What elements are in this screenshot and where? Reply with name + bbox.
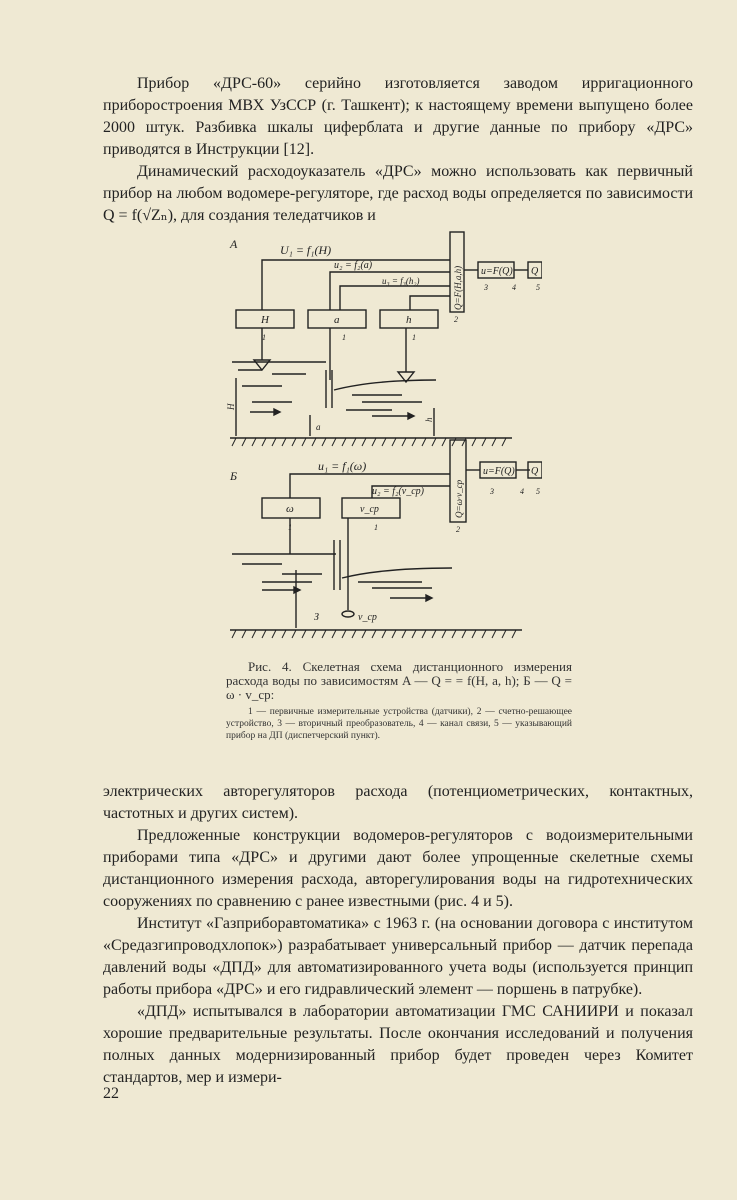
label-1: 1 [412,333,416,342]
sensor-v-label: v_cp [360,504,379,515]
figure-caption [226,660,572,742]
paragraph: Прибор «ДРС-60» серийно изготовляется заводом ирригационного приборостроения МВХ УзССР (г. Ташкент); к настоящему времени выпущено более 2000 штук. Разбивка шкалы циферблата и другие данные по прибору «ДРС» приводятся в Инструкции [12]. [103,75,693,158]
label-5: 5 [536,283,540,292]
label-2: 2 [456,525,460,534]
signal-2-label: u₂ = f₂(a) [334,260,373,271]
label-4: 4 [520,487,524,496]
label-1: 1 [288,523,292,532]
label-1: 1 [374,523,378,532]
indicator-label-b: Q [531,466,539,477]
paragraph: Динамический расходоуказатель «ДРС» можно использовать как первичный прибор на любом водомере-регуляторе, где расход воды определяется по зависимости Q = f(√Zₙ), для создания теледатчиков и [103,163,693,224]
bottom-text-block [103,781,693,1089]
caption-main: Рис. 4. Скелетная схема дистанционного измерения расхода воды по зависимостям A — Q = = f(H, a, h); Б — Q = ω · v_ср: [226,659,572,702]
label-1: 1 [342,333,346,342]
signal-1-label: U₁ = f₁(H) [280,243,332,257]
paragraph: электрических авторегуляторов расхода (потенциометрических, контактных, частотных и других систем). [103,783,693,822]
label-4: 4 [512,283,516,292]
label-3: 3 [484,283,488,292]
depth-h-label: h [424,417,434,422]
paragraph: Институт «Газприборавтоматика» с 1963 г. (на основании договора с институтом «Средазгипроводхлопок») разрабатывает универсальный прибор — датчик перепада давлений воды «ДПД» для автоматизированного учета воды (используется принцип работы прибора «ДРС» и его гидравлический элемент — поршень в патрубке). [103,915,693,998]
label-5: 5 [536,487,540,496]
sensor-a-label: a [334,314,340,326]
panel-a-letter: А [230,237,238,251]
solver-label-a: Q=F(H,a,h) [453,265,463,310]
label-1: 1 [262,333,266,342]
panel-b-letter: Б [230,469,238,483]
figure-4-diagram [222,230,542,660]
label-3: 3 [490,487,494,496]
gate-a-label: a [316,422,321,432]
converter-label-b: u=F(Q) [483,466,515,477]
paragraph: Предложенные конструкции водомеров-регуляторов с водоизмерительными приборами типа «ДРС» и другими дают более упрощенные скелетные схемы дистанционного измерения расхода, авторегулирования воды на гидротехнических сооружениях по сравнению с ранее известными (рис. 4 и 5). [103,827,693,910]
label-2: 2 [454,315,458,324]
solver-label-b: Q=ω·v_cp [454,479,464,518]
sensor-h-label: h [406,314,412,326]
signal-1-label: u₁ = f₁(ω) [318,459,367,473]
indicator-label-a: Q [531,266,539,277]
signal-3-label: u₃ = f₃(h₂) [382,276,420,286]
sensor-omega-label: ω [286,503,294,515]
signal-2-label: u₂ = f₂(v_cp) [372,486,425,497]
caption-legend: 1 — первичные измерительные устройства (датчики), 2 — счетно-решающее устройство, 3 — вторичный преобразователь, 4 — канал связи, 5 — указывающий прибор на ДП (диспетчерский пункт). [226,707,572,741]
page-number: 22 [103,1085,119,1102]
label-3b: З [314,612,319,623]
depth-H-label: H [226,403,236,410]
flow-v-label: v_cp [358,612,377,623]
sensor-H-label: H [261,314,269,326]
top-text-block [103,73,693,227]
converter-label-a: u=F(Q) [481,266,513,277]
paragraph: «ДПД» испытывался в лаборатории автоматизации ГМС САНИИРИ и показал хорошие предварительные результаты. После окончания исследований и получения полных данных модернизированный прибор будет проведен через Комитет стандартов, мер и измери- [103,1003,693,1086]
